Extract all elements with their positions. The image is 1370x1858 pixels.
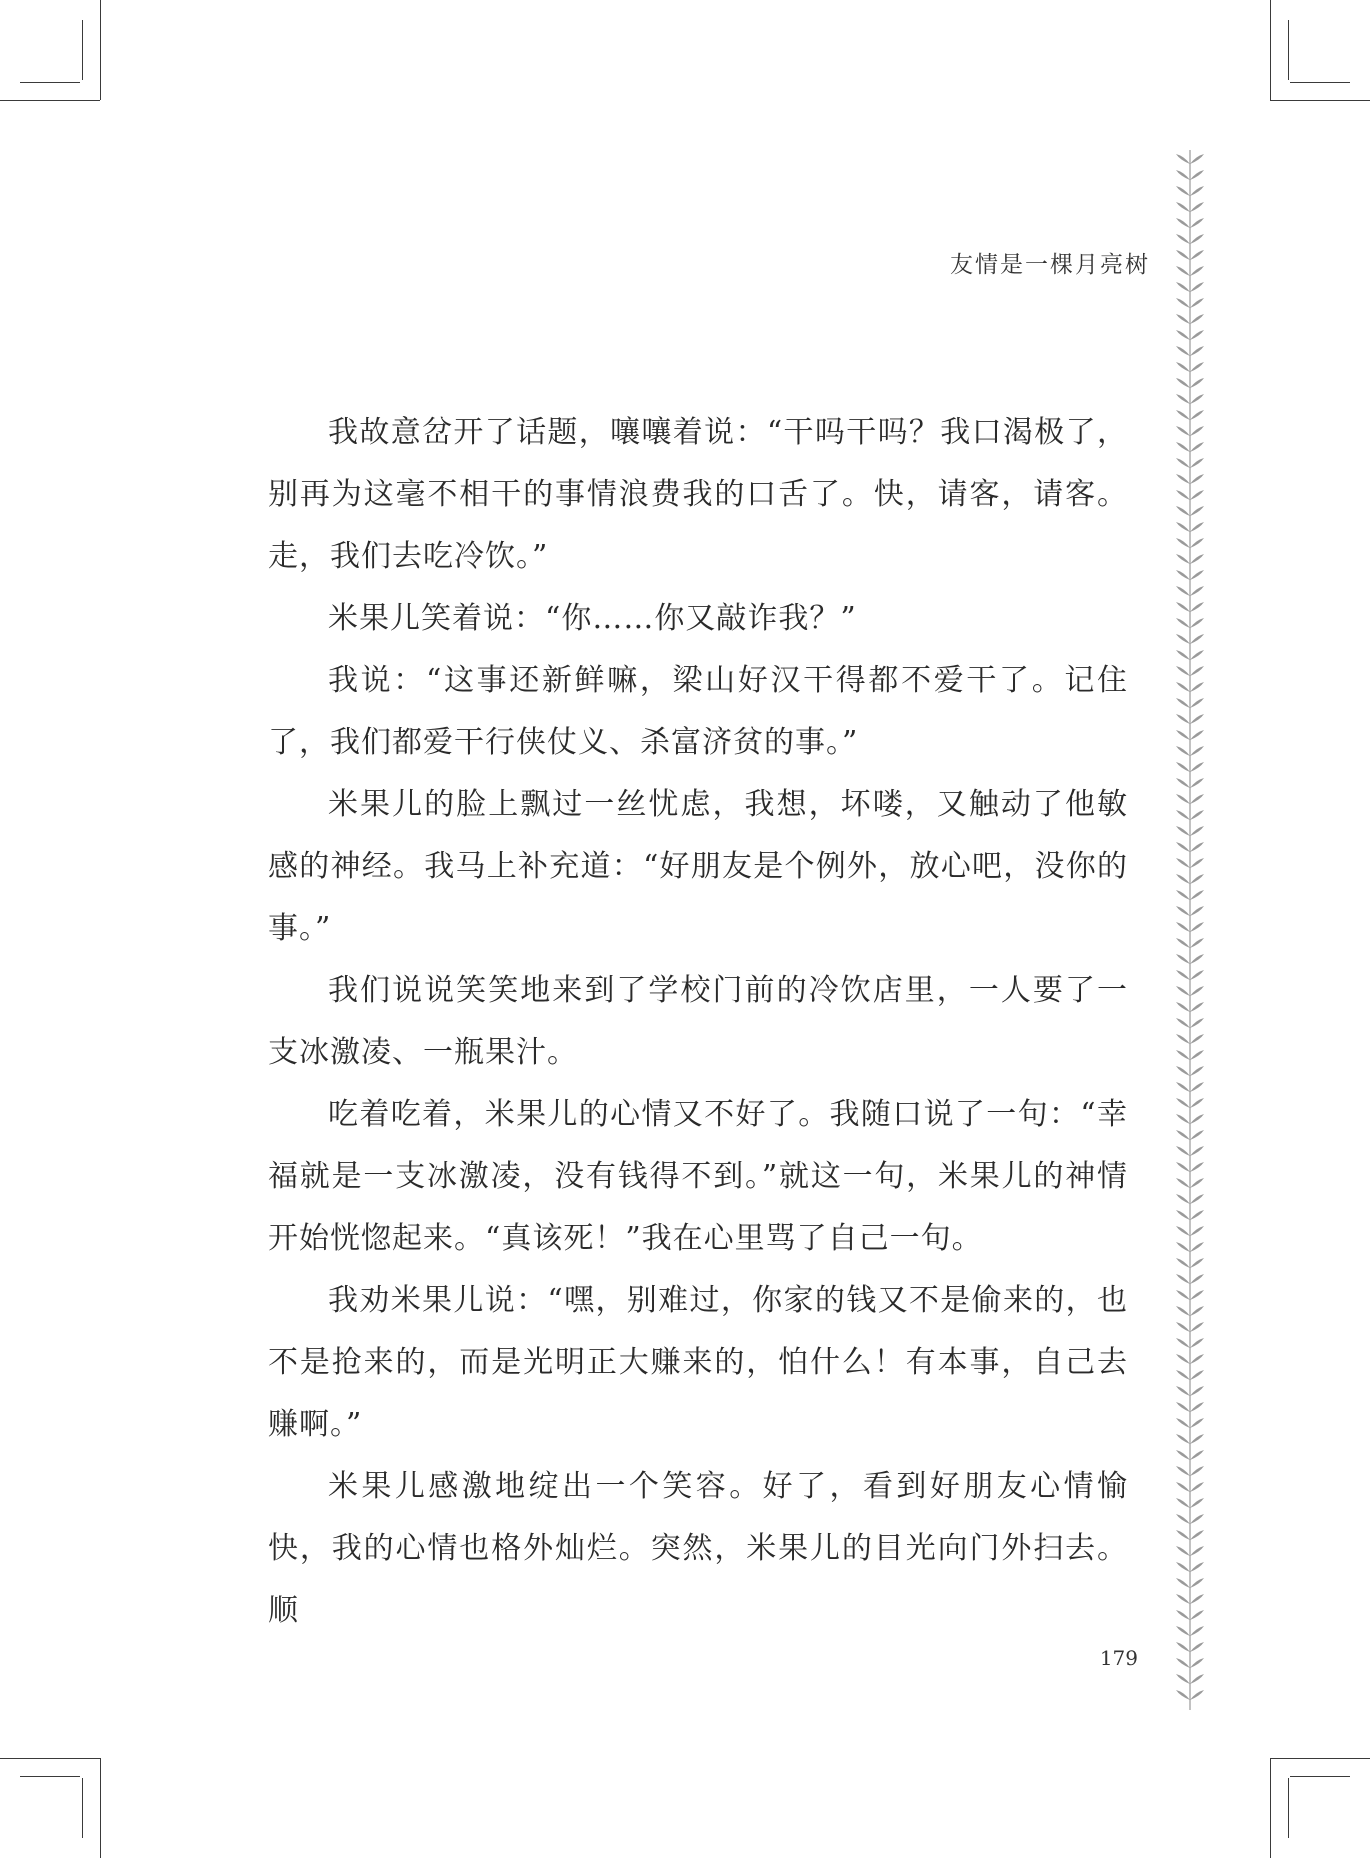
vine-leaf xyxy=(1176,906,1190,916)
vine-leaf xyxy=(1176,1530,1190,1540)
vine-leaf xyxy=(1190,1146,1204,1156)
vine-leaf xyxy=(1190,666,1204,676)
vine-leaf xyxy=(1190,298,1204,308)
vine-leaf xyxy=(1176,1114,1190,1124)
vine-leaf xyxy=(1176,458,1190,468)
vine-leaf xyxy=(1190,1642,1204,1652)
vine-leaf xyxy=(1190,266,1204,276)
vine-leaf xyxy=(1176,762,1190,772)
vine-leaf xyxy=(1176,698,1190,708)
vine-leaf xyxy=(1176,842,1190,852)
vine-leaf xyxy=(1190,1530,1204,1540)
vine-leaf xyxy=(1190,234,1204,244)
vine-leaf xyxy=(1190,1690,1204,1700)
vine-leaf xyxy=(1190,1050,1204,1060)
vine-leaf xyxy=(1190,938,1204,948)
vine-leaf xyxy=(1190,602,1204,612)
vine-leaf xyxy=(1176,170,1190,180)
vine-leaf xyxy=(1176,1626,1190,1636)
vine-leaf xyxy=(1190,202,1204,212)
vine-leaf xyxy=(1190,1386,1204,1396)
vine-leaf xyxy=(1176,1290,1190,1300)
vine-leaf xyxy=(1176,826,1190,836)
paragraph: 吃着吃着，米果儿的心情又不好了。我随口说了一句：“幸福就是一支冰激凌，没有钱得不到。”就这一句，米果儿的神情开始恍惚起来。“真该死！”我在心里骂了自己一句。 xyxy=(268,1097,1128,1256)
crop-mark-bottom-left-horizontal-inner xyxy=(20,1776,80,1777)
vine-leaf xyxy=(1190,170,1204,180)
vine-leaf xyxy=(1176,1178,1190,1188)
vine-leaf xyxy=(1190,698,1204,708)
vine-leaf xyxy=(1190,1210,1204,1220)
vine-leaf xyxy=(1176,634,1190,644)
vine-leaf xyxy=(1176,1482,1190,1492)
vine-leaf xyxy=(1190,1402,1204,1412)
crop-mark-bottom-right-horizontal-inner xyxy=(1290,1776,1350,1777)
vine-leaf xyxy=(1190,378,1204,388)
vine-leaf xyxy=(1176,714,1190,724)
vine-leaf xyxy=(1190,250,1204,260)
vine-leaf xyxy=(1176,1578,1190,1588)
vine-leaf xyxy=(1190,442,1204,452)
vine-leaf xyxy=(1176,186,1190,196)
vine-leaf xyxy=(1190,1258,1204,1268)
paragraph: 米果儿感激地绽出一个笑容。好了，看到好朋友心情愉快，我的心情也格外灿烂。突然，米果儿的目光向门外扫去。顺 xyxy=(268,1469,1128,1628)
vine-leaf xyxy=(1176,858,1190,868)
vine-leaf xyxy=(1190,1018,1204,1028)
vine-leaf xyxy=(1190,1306,1204,1316)
vine-leaf xyxy=(1190,1418,1204,1428)
vine-leaf xyxy=(1176,970,1190,980)
vine-leaf xyxy=(1176,1066,1190,1076)
vine-leaf xyxy=(1176,154,1190,164)
vine-leaf xyxy=(1176,1370,1190,1380)
vine-leaf xyxy=(1176,314,1190,324)
vine-leaf xyxy=(1176,362,1190,372)
vine-leaf xyxy=(1190,1594,1204,1604)
vine-leaf xyxy=(1190,586,1204,596)
vine-leaf xyxy=(1190,1226,1204,1236)
vine-leaf xyxy=(1176,490,1190,500)
vine-leaf xyxy=(1190,1034,1204,1044)
vine-leaf xyxy=(1190,1674,1204,1684)
vine-leaf xyxy=(1176,890,1190,900)
vine-leaf xyxy=(1176,810,1190,820)
vine-leaf xyxy=(1176,346,1190,356)
vine-leaf xyxy=(1176,1610,1190,1620)
paragraph: 我劝米果儿说：“嘿，别难过，你家的钱又不是偷来的，也不是抢来的，而是光明正大赚来的，怕什么！有本事，自己去赚啊。” xyxy=(268,1283,1128,1442)
vine-leaf xyxy=(1190,346,1204,356)
vine-leaf xyxy=(1190,1130,1204,1140)
vine-leaf xyxy=(1190,1466,1204,1476)
vine-leaf xyxy=(1176,618,1190,628)
vine-leaf xyxy=(1176,1194,1190,1204)
vine-leaf xyxy=(1176,554,1190,564)
vine-leaf xyxy=(1176,218,1190,228)
vine-leaf xyxy=(1190,794,1204,804)
vine-leaf xyxy=(1190,154,1204,164)
vine-leaf xyxy=(1176,794,1190,804)
vine-leaf xyxy=(1190,1450,1204,1460)
vine-leaf xyxy=(1176,1498,1190,1508)
vine-leaf xyxy=(1190,1498,1204,1508)
vine-leaf xyxy=(1190,394,1204,404)
vine-leaf xyxy=(1176,602,1190,612)
vine-leaf xyxy=(1176,426,1190,436)
page-number: 179 xyxy=(1099,1646,1138,1670)
vine-leaf xyxy=(1176,394,1190,404)
vine-leaf xyxy=(1176,1002,1190,1012)
vine-leaf xyxy=(1176,442,1190,452)
vine-leaf xyxy=(1176,746,1190,756)
vine-leaf xyxy=(1190,1658,1204,1668)
vine-leaf xyxy=(1176,250,1190,260)
vine-leaf xyxy=(1190,1562,1204,1572)
vine-leaf xyxy=(1176,202,1190,212)
crop-mark-bottom-left-horizontal xyxy=(0,1758,100,1759)
vine-leaf xyxy=(1176,330,1190,340)
vine-leaf xyxy=(1176,410,1190,420)
running-head: 友情是一棵月亮树 xyxy=(950,252,1150,278)
vine-leaf xyxy=(1176,922,1190,932)
vine-leaf xyxy=(1176,1242,1190,1252)
vine-leaf xyxy=(1190,282,1204,292)
vine-leaf xyxy=(1190,506,1204,516)
vine-leaf xyxy=(1190,1626,1204,1636)
vine-leaf xyxy=(1190,874,1204,884)
vine-leaf xyxy=(1176,1434,1190,1444)
crop-mark-bottom-left-vertical-inner xyxy=(82,1778,83,1838)
vine-leaf xyxy=(1176,1322,1190,1332)
vine-leaf xyxy=(1190,778,1204,788)
vine-leaf xyxy=(1176,1466,1190,1476)
crop-mark-top-right-horizontal xyxy=(1270,100,1370,101)
crop-mark-top-right-vertical-inner xyxy=(1288,20,1289,80)
paragraph: 我说：“这事还新鲜嘛，梁山好汉干得都不爱干了。记住了，我们都爱干行侠仗义、杀富济贫的事。” xyxy=(268,663,1128,760)
vine-leaf xyxy=(1176,1450,1190,1460)
vine-leaf xyxy=(1176,1546,1190,1556)
vine-leaf xyxy=(1176,298,1190,308)
vine-leaf xyxy=(1176,938,1190,948)
crop-mark-bottom-right-horizontal xyxy=(1270,1758,1370,1759)
vine-leaf xyxy=(1176,1274,1190,1284)
vine-leaf xyxy=(1176,954,1190,964)
vine-leaf xyxy=(1190,490,1204,500)
vine-leaf xyxy=(1190,714,1204,724)
paragraph: 我们说说笑笑地来到了学校门前的冷饮店里，一人要了一支冰激凌、一瓶果汁。 xyxy=(268,973,1128,1070)
vine-leaf xyxy=(1176,1050,1190,1060)
vine-leaf xyxy=(1190,1178,1204,1188)
vine-leaf xyxy=(1190,650,1204,660)
vine-leaf xyxy=(1190,1354,1204,1364)
vine-leaf xyxy=(1190,762,1204,772)
vine-leaf xyxy=(1190,1114,1204,1124)
vine-leaf xyxy=(1190,1242,1204,1252)
vine-leaf xyxy=(1190,842,1204,852)
vine-leaf xyxy=(1176,1226,1190,1236)
paragraph: 我故意岔开了话题，嚷嚷着说：“干吗干吗？我口渴极了，别再为这毫不相干的事情浪费我的口舌了。快，请客，请客。走，我们去吃冷饮。” xyxy=(268,415,1128,574)
vine-leaf xyxy=(1176,1418,1190,1428)
vine-leaf xyxy=(1190,1610,1204,1620)
vine-leaf xyxy=(1190,906,1204,916)
vine-leaf xyxy=(1176,730,1190,740)
vine-leaf xyxy=(1176,650,1190,660)
vine-leaf xyxy=(1176,666,1190,676)
vine-leaf xyxy=(1190,922,1204,932)
vine-leaf xyxy=(1190,1290,1204,1300)
vine-leaf xyxy=(1190,1162,1204,1172)
vine-leaf xyxy=(1176,682,1190,692)
vine-leaf xyxy=(1190,1098,1204,1108)
vine-leaf xyxy=(1176,474,1190,484)
vine-leaf xyxy=(1190,426,1204,436)
vine-leaf xyxy=(1176,1098,1190,1108)
vine-leaf xyxy=(1176,586,1190,596)
vine-leaf xyxy=(1176,1402,1190,1412)
vine-leaf xyxy=(1176,506,1190,516)
crop-mark-top-left-horizontal xyxy=(0,100,100,101)
vine-leaf xyxy=(1176,282,1190,292)
paragraph: 米果儿笑着说：“你……你又敲诈我？” xyxy=(328,601,857,636)
vine-leaf xyxy=(1190,618,1204,628)
crop-mark-top-left-vertical-inner xyxy=(82,20,83,80)
vine-leaf xyxy=(1190,1194,1204,1204)
vine-leaf xyxy=(1176,1210,1190,1220)
vine-leaf xyxy=(1190,410,1204,420)
vine-leaf xyxy=(1190,1370,1204,1380)
vine-leaf xyxy=(1190,826,1204,836)
vine-leaf xyxy=(1176,1146,1190,1156)
vine-leaf xyxy=(1176,1082,1190,1092)
vine-leaf xyxy=(1190,474,1204,484)
leaf-vine-icon xyxy=(1170,150,1210,1710)
vine-leaf xyxy=(1176,1162,1190,1172)
vine-leaf xyxy=(1176,1386,1190,1396)
vine-leaf xyxy=(1176,1594,1190,1604)
paragraph: 米果儿的脸上飘过一丝忧虑，我想，坏喽，又触动了他敏感的神经。我马上补充道：“好朋友是个例外，放心吧，没你的事。” xyxy=(268,787,1128,946)
vine-leaf xyxy=(1190,538,1204,548)
vine-leaf xyxy=(1176,234,1190,244)
vine-leaf xyxy=(1190,522,1204,532)
vine-leaf xyxy=(1176,1034,1190,1044)
vine-leaf xyxy=(1190,458,1204,468)
vine-leaf xyxy=(1176,986,1190,996)
vine-leaf xyxy=(1190,954,1204,964)
vine-leaf xyxy=(1190,810,1204,820)
vine-leaf xyxy=(1176,1690,1190,1700)
vine-leaf xyxy=(1176,1338,1190,1348)
vine-leaf xyxy=(1190,314,1204,324)
vine-leaf xyxy=(1190,362,1204,372)
vine-leaf xyxy=(1190,970,1204,980)
crop-mark-top-right-horizontal-inner xyxy=(1290,82,1350,83)
vine-leaf xyxy=(1176,1018,1190,1028)
vine-leaf xyxy=(1190,1482,1204,1492)
vine-leaf xyxy=(1190,1338,1204,1348)
crop-mark-bottom-left-vertical xyxy=(100,1758,101,1858)
vine-leaf xyxy=(1176,1674,1190,1684)
vine-leaf xyxy=(1176,1562,1190,1572)
vine-leaf xyxy=(1176,522,1190,532)
vine-leaf xyxy=(1176,1658,1190,1668)
vine-leaf xyxy=(1190,730,1204,740)
vine-leaf xyxy=(1190,1434,1204,1444)
vine-leaf xyxy=(1176,266,1190,276)
vine-leaf xyxy=(1190,682,1204,692)
vine-leaf xyxy=(1190,1322,1204,1332)
vine-leaf xyxy=(1190,634,1204,644)
vine-leaf xyxy=(1190,218,1204,228)
vine-leaf xyxy=(1190,858,1204,868)
vine-leaf xyxy=(1190,330,1204,340)
vine-leaf xyxy=(1190,1002,1204,1012)
vine-leaf xyxy=(1176,1258,1190,1268)
vine-leaf xyxy=(1176,1306,1190,1316)
vine-leaf xyxy=(1190,1082,1204,1092)
vine-leaf xyxy=(1190,1546,1204,1556)
vine-leaf xyxy=(1190,1578,1204,1588)
crop-mark-bottom-right-vertical-inner xyxy=(1288,1778,1289,1838)
vine-leaf xyxy=(1190,1066,1204,1076)
vine-leaf xyxy=(1190,746,1204,756)
crop-mark-bottom-right-vertical xyxy=(1270,1758,1271,1858)
crop-mark-top-left-horizontal-outer xyxy=(20,82,80,83)
vine-leaf xyxy=(1176,1354,1190,1364)
crop-mark-top-left-vertical xyxy=(100,0,101,100)
vine-leaf xyxy=(1190,554,1204,564)
vine-leaf xyxy=(1190,1514,1204,1524)
vine-leaf xyxy=(1176,378,1190,388)
vine-leaf xyxy=(1190,570,1204,580)
vine-leaf xyxy=(1190,186,1204,196)
crop-mark-top-right-vertical xyxy=(1270,0,1271,100)
vine-leaf xyxy=(1190,890,1204,900)
vine-leaf xyxy=(1176,1130,1190,1140)
vine-leaf xyxy=(1176,1642,1190,1652)
vine-leaf xyxy=(1176,538,1190,548)
vine-leaf xyxy=(1176,874,1190,884)
vine-leaf xyxy=(1190,986,1204,996)
vine-leaf xyxy=(1176,778,1190,788)
vine-leaf xyxy=(1176,570,1190,580)
body-text xyxy=(268,402,1128,1642)
vine-leaf xyxy=(1176,1514,1190,1524)
vine-leaf xyxy=(1190,1274,1204,1284)
